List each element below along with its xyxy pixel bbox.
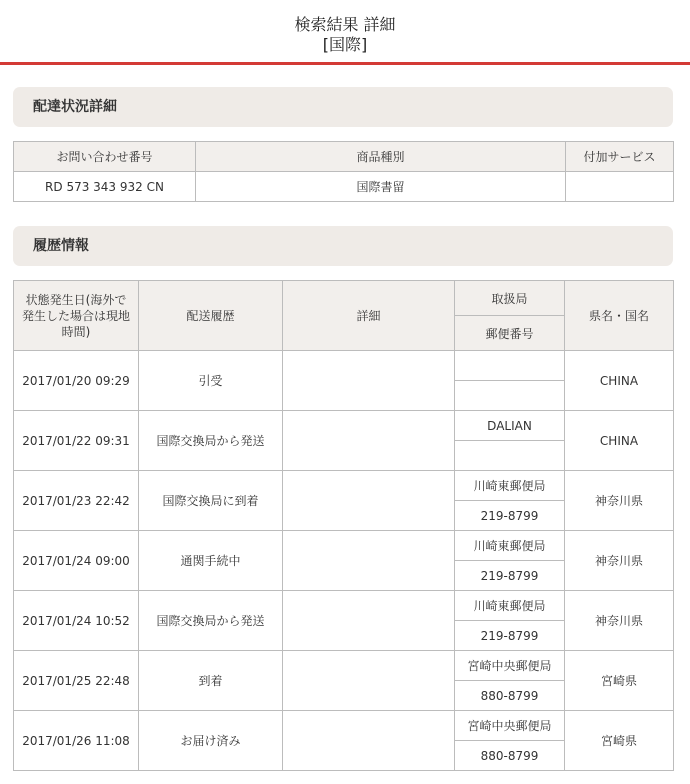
history-office: DALIAN	[455, 411, 565, 441]
column-header-region: 県名・国名	[565, 281, 674, 351]
history-date: 2017/01/26 11:08	[14, 711, 139, 771]
history-detail	[283, 711, 455, 771]
history-status: 国際交換局に到着	[139, 471, 283, 531]
history-date: 2017/01/24 10:52	[14, 591, 139, 651]
history-detail	[283, 351, 455, 411]
column-header-date: 状態発生日(海外で 発生した場合は現地 時間)	[14, 281, 139, 351]
history-date: 2017/01/25 22:48	[14, 651, 139, 711]
column-header-detail: 詳細	[283, 281, 455, 351]
history-office	[455, 351, 565, 381]
history-status: 通関手続中	[139, 531, 283, 591]
history-status: 国際交換局から発送	[139, 411, 283, 471]
history-region: 宮崎県	[565, 651, 674, 711]
additional-service	[566, 172, 674, 202]
column-header-postal-code: 郵便番号	[455, 316, 565, 351]
column-header-status: 配送履歴	[139, 281, 283, 351]
history-postal-code: 219-8799	[455, 561, 565, 591]
column-header-tracking-number: お問い合わせ番号	[14, 142, 196, 172]
history-detail	[283, 531, 455, 591]
history-row	[14, 471, 674, 501]
history-row	[14, 351, 674, 381]
history-status: お届け済み	[139, 711, 283, 771]
history-postal-code: 219-8799	[455, 621, 565, 651]
section-heading-history: 履歴情報	[13, 226, 673, 266]
page-title-sub: [国際]	[322, 35, 368, 54]
history-row	[14, 591, 674, 621]
title-divider	[0, 62, 690, 65]
item-type: 国際書留	[196, 172, 566, 202]
history-detail	[283, 471, 455, 531]
tracking-number: RD 573 343 932 CN	[14, 172, 196, 202]
history-detail	[283, 411, 455, 471]
history-region: 神奈川県	[565, 591, 674, 651]
history-table	[13, 280, 674, 771]
column-header-additional-service: 付加サービス	[566, 142, 674, 172]
history-detail	[283, 651, 455, 711]
history-row	[14, 651, 674, 681]
history-region: CHINA	[565, 351, 674, 411]
history-postal-code: 880-8799	[455, 741, 565, 771]
delivery-status-table	[13, 141, 674, 202]
section-heading-delivery-status: 配達状況詳細	[13, 87, 673, 127]
history-detail	[283, 591, 455, 651]
history-office: 川崎東郵便局	[455, 591, 565, 621]
history-office: 川崎東郵便局	[455, 471, 565, 501]
history-status: 到着	[139, 651, 283, 711]
history-postal-code	[455, 441, 565, 471]
history-postal-code	[455, 381, 565, 411]
history-postal-code: 880-8799	[455, 681, 565, 711]
history-date: 2017/01/22 09:31	[14, 411, 139, 471]
history-region: 神奈川県	[565, 471, 674, 531]
history-office: 川崎東郵便局	[455, 531, 565, 561]
history-row	[14, 711, 674, 741]
history-region: CHINA	[565, 411, 674, 471]
delivery-status-row	[14, 172, 674, 202]
history-date: 2017/01/20 09:29	[14, 351, 139, 411]
column-header-item-type: 商品種別	[196, 142, 566, 172]
history-postal-code: 219-8799	[455, 501, 565, 531]
history-office: 宮崎中央郵便局	[455, 651, 565, 681]
history-date: 2017/01/23 22:42	[14, 471, 139, 531]
page-title	[0, 15, 690, 55]
history-region: 神奈川県	[565, 531, 674, 591]
history-region: 宮崎県	[565, 711, 674, 771]
history-row	[14, 531, 674, 561]
history-status: 国際交換局から発送	[139, 591, 283, 651]
page-title-main: 検索結果 詳細	[294, 15, 396, 34]
delivery-status-header-row	[14, 142, 674, 172]
history-row	[14, 411, 674, 441]
column-header-office: 取扱局	[455, 281, 565, 316]
history-date: 2017/01/24 09:00	[14, 531, 139, 591]
history-office: 宮崎中央郵便局	[455, 711, 565, 741]
history-status: 引受	[139, 351, 283, 411]
